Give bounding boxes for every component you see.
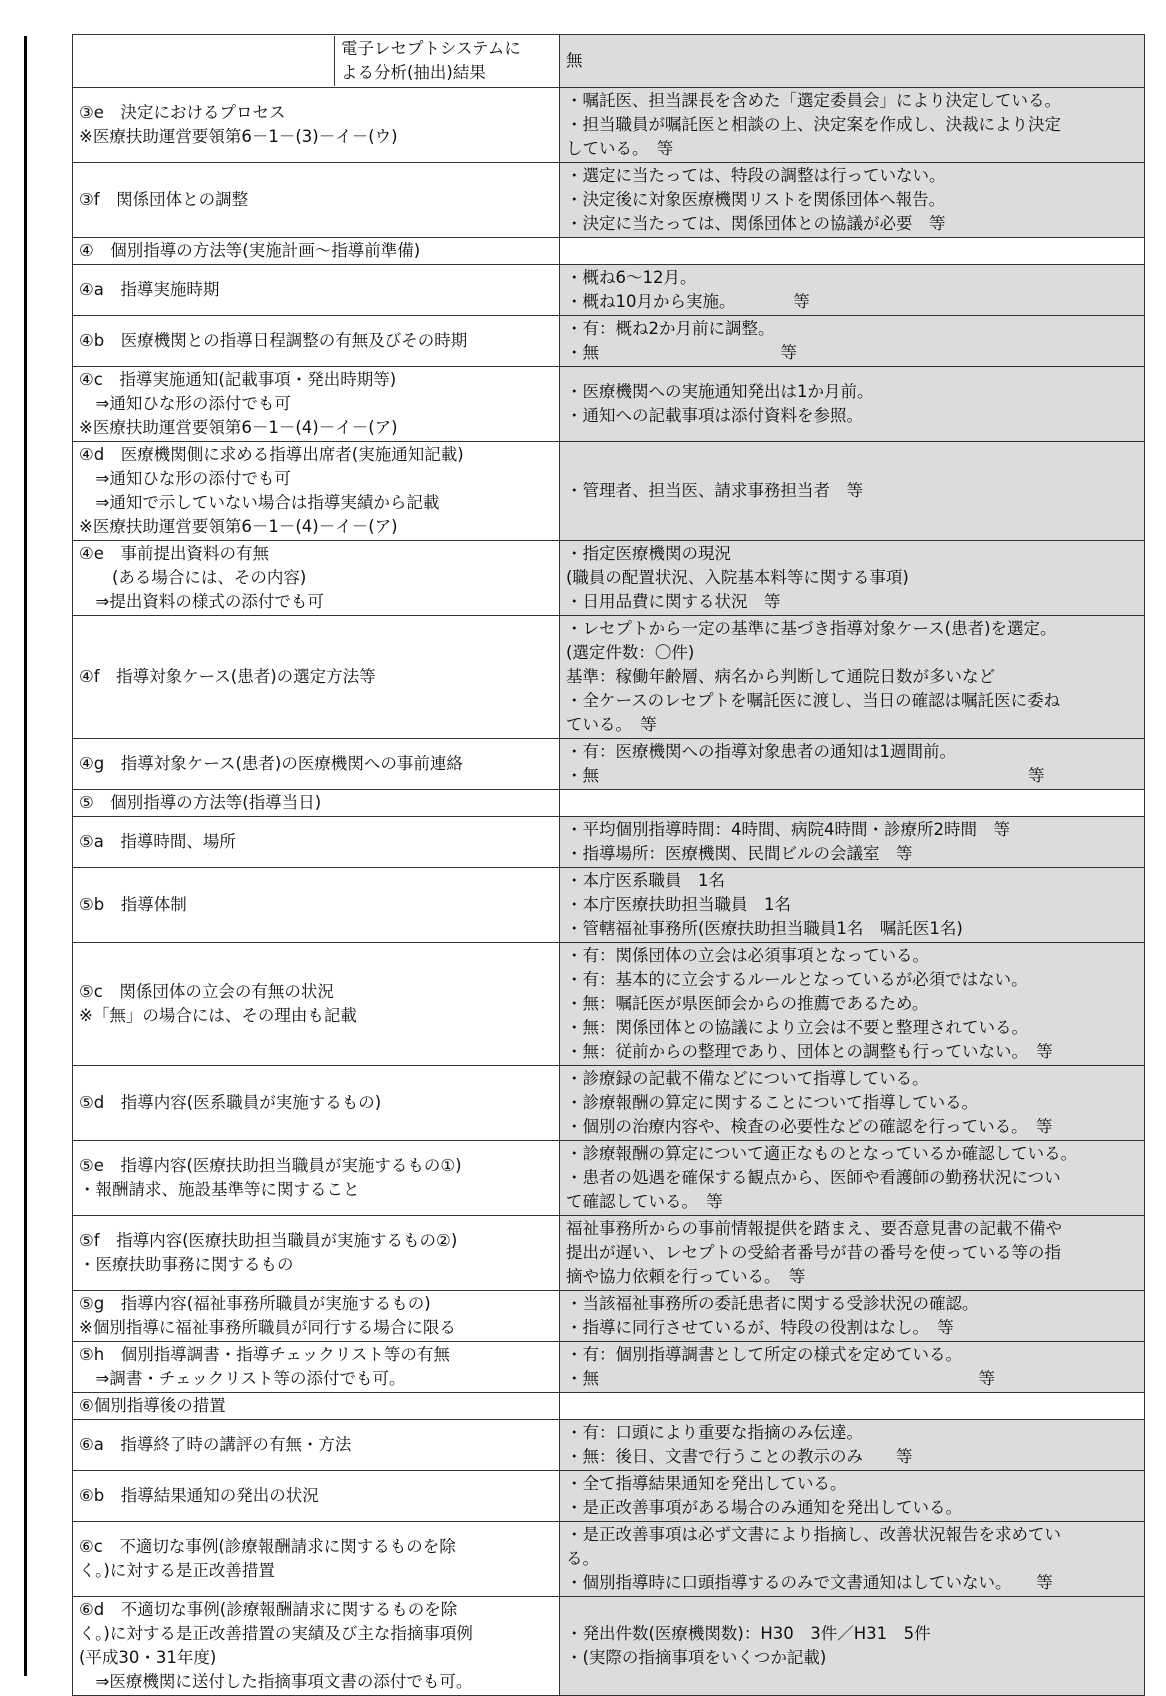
- item-answer-line: 提出が遅い、レセプトの受給者番号が昔の番号を使っている等の指: [566, 1243, 1061, 1262]
- item-label-cell: [73, 616, 560, 739]
- item-answer-line: ・有：個別指導調書として所定の様式を定めている。: [566, 1345, 962, 1364]
- section-row: [73, 238, 1145, 265]
- item-answer-line: ・診療報酬の算定に関することについて指導している。: [566, 1093, 979, 1112]
- item-answer-cell: [560, 1393, 1145, 1420]
- item-label-cell: [73, 868, 560, 943]
- item-answer-line: ・有：口頭により重要な指摘のみ伝達。: [566, 1423, 863, 1442]
- guidance-table: [72, 34, 1145, 1696]
- table-row: [73, 1522, 1145, 1597]
- item-label-line: ⇒提出資料の様式の添付でも可: [79, 592, 324, 611]
- item-label-line: ⑤ 個別指導の方法等(指導当日): [79, 793, 322, 812]
- table-row: [73, 616, 1145, 739]
- item-answer-cell: [560, 1066, 1145, 1141]
- item-answer-cell: [560, 316, 1145, 367]
- table-row: [73, 1141, 1145, 1216]
- item-answer-line: ・無 等: [566, 766, 1045, 785]
- item-answer-line: ・是正改善事項がある場合のみ通知を発出している。: [566, 1498, 962, 1517]
- item-answer-line: ・本庁医療扶助担当職員 1名: [566, 895, 791, 914]
- item-label-cell: [73, 88, 560, 163]
- item-answer-line: ・全ケースのレセプトを嘱託医に渡し、当日の確認は嘱託医に委ね: [566, 691, 1061, 710]
- item-label-cell: [73, 1597, 560, 1696]
- item-answer-line: ・診療録の記載不備などについて指導している。: [566, 1069, 929, 1088]
- item-label-line: ⑤g 指導内容(福祉事務所職員が実施するもの): [79, 1294, 431, 1313]
- table-row: [73, 88, 1145, 163]
- item-answer-cell: [560, 817, 1145, 868]
- item-label-cell: [73, 1393, 560, 1420]
- table-row: [73, 1471, 1145, 1522]
- item-label-line: ※「無」の場合には、その理由も記載: [79, 1006, 357, 1025]
- table-row: [73, 541, 1145, 616]
- item-answer-line: ・指導場所：医療機関、民間ビルの会議室 等: [566, 844, 913, 863]
- item-answer-line: ・当該福祉事務所の委託患者に関する受診状況の確認。: [566, 1294, 979, 1313]
- item-answer-line: ・概ね6～12月。: [566, 268, 697, 287]
- item-label-line: ③e 決定におけるプロセス: [79, 103, 286, 122]
- item-answer-line: ・決定に当たっては、関係団体との協議が必要 等: [566, 214, 946, 233]
- table-row: [73, 367, 1145, 442]
- item-label-line: (ある場合には、その内容): [79, 568, 307, 587]
- item-answer-line: 基準：稼働年齢層、病名から判断して通院日数が多いなど: [566, 667, 995, 686]
- item-answer-cell: [560, 1471, 1145, 1522]
- item-answer-line: ・無：関係団体との協議により立会は不要と整理されている。: [566, 1018, 1028, 1037]
- item-answer-line: している。 等: [566, 139, 674, 158]
- item-label-line: ④a 指導実施時期: [79, 280, 220, 299]
- table-row: [73, 265, 1145, 316]
- item-answer-cell: [560, 1522, 1145, 1597]
- section-row: [73, 1393, 1145, 1420]
- item-answer-cell: [560, 265, 1145, 316]
- item-answer-line: ・指導に同行させているが、特段の役割はなし。 等: [566, 1318, 954, 1337]
- top-right-cell: [560, 35, 1145, 88]
- item-answer-line: て確認している。 等: [566, 1192, 723, 1211]
- item-answer-cell: [560, 88, 1145, 163]
- item-label-line: ④d 医療機関側に求める指導出席者(実施通知記載): [79, 445, 464, 464]
- item-label-line: ⇒通知ひな形の添付でも可: [79, 394, 291, 413]
- item-label-line: く。)に対する是正改善措置: [79, 1561, 275, 1580]
- item-label-line: ※個別指導に福祉事務所職員が同行する場合に限る: [79, 1318, 456, 1337]
- table-row: [73, 1291, 1145, 1342]
- item-label-line: ⑤h 個別指導調書・指導チェックリスト等の有無: [79, 1345, 450, 1364]
- item-answer-line: ・指定医療機関の現況: [566, 544, 731, 563]
- item-label-cell: [73, 1141, 560, 1216]
- table-row: [73, 316, 1145, 367]
- item-answer-cell: [560, 1597, 1145, 1696]
- item-answer-line: ・管轄福祉事務所(医療扶助担当職員1名 嘱託医1名): [566, 919, 963, 938]
- top-left-empty: [79, 36, 335, 86]
- item-answer-line: ・嘱託医、担当課長を含めた「選定委員会」により決定している。: [566, 91, 1061, 110]
- item-label-line: ④g 指導対象ケース(患者)の医療機関への事前連絡: [79, 754, 463, 773]
- item-answer-cell: [560, 790, 1145, 817]
- item-label-cell: [73, 1522, 560, 1597]
- table-row: [73, 1216, 1145, 1291]
- item-answer-line: (職員の配置状況、入院基本料等に関する事項): [566, 568, 909, 587]
- item-label-line: ④c 指導実施通知(記載事項・発出時期等): [79, 370, 397, 389]
- item-answer-cell: [560, 1420, 1145, 1471]
- item-answer-line: ・通知への記載事項は添付資料を参照。: [566, 406, 863, 425]
- item-label-line: ⑤d 指導内容(医系職員が実施するもの): [79, 1093, 382, 1112]
- item-label-cell: [73, 1342, 560, 1393]
- item-answer-line: ・本庁医系職員 1名: [566, 871, 725, 890]
- item-answer-line: ・選定に当たっては、特段の調整は行っていない。: [566, 166, 946, 185]
- item-answer-cell: [560, 943, 1145, 1066]
- item-answer-line: ・患者の処遇を確保する観点から、医師や看護師の勤務状況につい: [566, 1168, 1061, 1187]
- item-label-line: ⇒通知ひな形の添付でも可: [79, 469, 291, 488]
- item-label-cell: [73, 943, 560, 1066]
- item-answer-cell: [560, 1141, 1145, 1216]
- item-answer-cell: [560, 868, 1145, 943]
- item-answer-line: ・有：概ね2か月前に調整。: [566, 319, 775, 338]
- item-answer-cell: [560, 1216, 1145, 1291]
- top-sub-label: [335, 36, 553, 86]
- item-label-cell: [73, 1471, 560, 1522]
- item-label-cell: [73, 163, 560, 238]
- item-answer-line: ・平均個別指導時間：4時間、病院4時間・診療所2時間 等: [566, 820, 1010, 839]
- item-answer-line: ・有：関係団体の立会は必須事項となっている。: [566, 946, 929, 965]
- item-label-cell: [73, 1291, 560, 1342]
- item-answer-line: ている。 等: [566, 715, 657, 734]
- item-answer-line: ・発出件数(医療機関数)：H30 3件／H31 5件: [566, 1624, 931, 1643]
- item-answer-line: る。: [566, 1549, 599, 1568]
- item-answer-cell: [560, 238, 1145, 265]
- item-answer-line: 福祉事務所からの事前情報提供を踏まえ、要否意見書の記載不備や: [566, 1219, 1062, 1238]
- table-row: [73, 1342, 1145, 1393]
- item-label-line: ⑥d 不適切な事例(診療報酬請求に関するものを除: [79, 1600, 458, 1619]
- item-label-line: ④ 個別指導の方法等(実施計画～指導前準備): [79, 241, 421, 260]
- item-label-line: ・医療扶助事務に関するもの: [79, 1255, 294, 1274]
- item-label-cell: [73, 442, 560, 541]
- table-row: [73, 739, 1145, 790]
- item-answer-line: ・無：後日、文書で行うことの教示のみ 等: [566, 1447, 913, 1466]
- item-answer-line: (選定件数：〇件): [566, 643, 695, 662]
- item-label-cell: [73, 1216, 560, 1291]
- table-row: [73, 163, 1145, 238]
- table-body: [73, 35, 1145, 1696]
- table-row: [73, 1066, 1145, 1141]
- item-label-line: ⑤a 指導時間、場所: [79, 832, 236, 851]
- top-left-cell: [73, 35, 560, 88]
- item-label-cell: [73, 790, 560, 817]
- item-answer-line: ・レセプトから一定の基準に基づき指導対象ケース(患者)を選定。: [566, 619, 1057, 638]
- item-label-line: ⑤c 関係団体の立会の有無の状況: [79, 982, 334, 1001]
- item-answer-line: ・無：嘱託医が県医師会からの推薦であるため。: [566, 994, 929, 1013]
- item-answer-cell: [560, 1291, 1145, 1342]
- item-answer-cell: [560, 616, 1145, 739]
- item-answer-line: ・有：基本的に立会するルールとなっているが必須ではない。: [566, 970, 1028, 989]
- item-answer-line: ・全て指導結果通知を発出している。: [566, 1474, 847, 1493]
- item-label-line: ④f 指導対象ケース(患者)の選定方法等: [79, 667, 376, 686]
- table-row: [73, 868, 1145, 943]
- top-sub-label-line: 電子レセプトシステムに: [341, 39, 521, 58]
- item-answer-line: ・決定後に対象医療機関リストを関係団体へ報告。: [566, 190, 946, 209]
- item-label-line: ⑥a 指導終了時の講評の有無・方法: [79, 1435, 352, 1454]
- item-answer-line: ・有：医療機関への指導対象患者の通知は1週間前。: [566, 742, 956, 761]
- left-margin-rule: [24, 36, 27, 1676]
- top-sub-label-line: よる分析(抽出)結果: [341, 63, 486, 82]
- item-label-line: ※医療扶助運営要領第6－1－(4)－イ－(ア): [79, 517, 398, 536]
- item-label-line: く。)に対する是正改善措置の実績及び主な指摘事項例: [79, 1624, 473, 1643]
- item-answer-line: ・概ね10月から実施。 等: [566, 292, 810, 311]
- item-answer-line: ・無 等: [566, 1369, 995, 1388]
- item-label-line: ⑥b 指導結果通知の発出の状況: [79, 1486, 319, 1505]
- item-label-cell: [73, 238, 560, 265]
- item-label-line: ・報酬請求、施設基準等に関すること: [79, 1180, 360, 1199]
- item-answer-line: ・医療機関への実施通知発出は1か月前。: [566, 382, 874, 401]
- top-value: 無: [566, 51, 583, 70]
- table-row: [73, 1597, 1145, 1696]
- item-answer-line: ・担当職員が嘱託医と相談の上、決定案を作成し、決裁により決定: [566, 115, 1061, 134]
- item-answer-line: ・個別指導時に口頭指導するのみで文書通知はしていない。 等: [566, 1573, 1053, 1592]
- item-label-line: ⇒医療機関に送付した指摘事項文書の添付でも可。: [79, 1672, 473, 1691]
- item-answer-line: ・管理者、担当医、請求事務担当者 等: [566, 481, 863, 500]
- item-answer-line: ・個別の治療内容や、検査の必要性などの確認を行っている。 等: [566, 1117, 1053, 1136]
- item-answer-cell: [560, 1342, 1145, 1393]
- item-label-line: ⇒調書・チェックリスト等の添付でも可。: [79, 1369, 406, 1388]
- item-answer-cell: [560, 367, 1145, 442]
- item-answer-line: ・是正改善事項は必ず文書により指摘し、改善状況報告を求めてい: [566, 1525, 1061, 1544]
- item-label-line: ⑤b 指導体制: [79, 895, 187, 914]
- table-row-top: [73, 35, 1145, 88]
- table-row: [73, 817, 1145, 868]
- table-row: [73, 1420, 1145, 1471]
- item-label-line: ③f 関係団体との調整: [79, 190, 249, 209]
- item-label-line: ※医療扶助運営要領第6－1－(3)－イ－(ウ): [79, 127, 398, 146]
- item-label-line: ⑤e 指導内容(医療扶助担当職員が実施するもの①): [79, 1156, 462, 1175]
- item-label-cell: [73, 1066, 560, 1141]
- item-label-line: ⑤f 指導内容(医療扶助担当職員が実施するもの②): [79, 1231, 458, 1250]
- item-label-cell: [73, 541, 560, 616]
- item-answer-line: 摘や協力依頼を行っている。 等: [566, 1267, 806, 1286]
- item-label-cell: [73, 265, 560, 316]
- item-label-cell: [73, 316, 560, 367]
- item-label-line: ⑥個別指導後の措置: [79, 1396, 226, 1415]
- item-answer-cell: [560, 739, 1145, 790]
- item-label-line: (平成30・31年度): [79, 1648, 217, 1667]
- item-answer-line: ・無 等: [566, 343, 797, 362]
- table-row: [73, 943, 1145, 1066]
- item-answer-cell: [560, 442, 1145, 541]
- item-label-line: ※医療扶助運営要領第6－1－(4)－イ－(ア): [79, 418, 398, 437]
- item-answer-cell: [560, 541, 1145, 616]
- item-label-cell: [73, 817, 560, 868]
- item-answer-line: ・日用品費に関する状況 等: [566, 592, 781, 611]
- item-answer-line: ・(実際の指摘事項をいくつか記載): [566, 1648, 827, 1667]
- item-answer-cell: [560, 163, 1145, 238]
- item-label-line: ④b 医療機関との指導日程調整の有無及びその時期: [79, 331, 468, 350]
- table-row: [73, 442, 1145, 541]
- item-label-cell: [73, 367, 560, 442]
- item-label-line: ④e 事前提出資料の有無: [79, 544, 269, 563]
- item-label-line: ⑥c 不適切な事例(診療報酬請求に関するものを除: [79, 1537, 456, 1556]
- item-answer-line: ・無：従前からの整理であり、団体との調整も行っていない。 等: [566, 1042, 1053, 1061]
- item-label-line: ⇒通知で示していない場合は指導実績から記載: [79, 493, 440, 512]
- item-answer-line: ・診療報酬の算定について適正なものとなっているか確認している。: [566, 1144, 1078, 1163]
- item-label-cell: [73, 739, 560, 790]
- section-row: [73, 790, 1145, 817]
- item-label-cell: [73, 1420, 560, 1471]
